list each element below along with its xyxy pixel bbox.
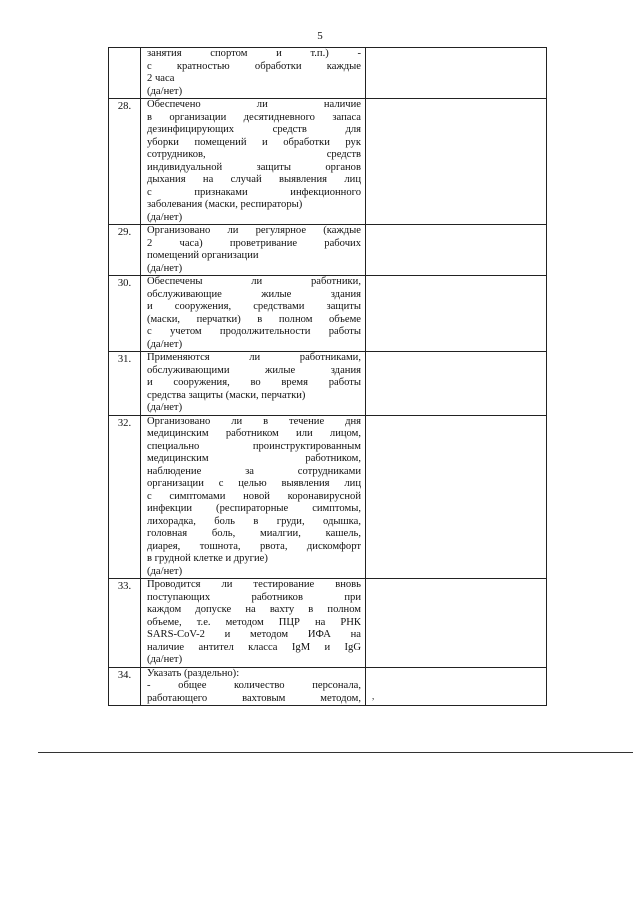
page-number: 5	[317, 30, 323, 42]
answer-cell[interactable]	[366, 579, 547, 668]
question-text-line: Обеспечены ли работники,	[147, 276, 361, 287]
table-row	[109, 352, 547, 416]
question-cell	[141, 276, 366, 352]
item-number: 33.	[109, 579, 141, 668]
question-text-line: занятия спортом и т.п.) -	[147, 48, 361, 59]
question-text-line: (маски, перчатки) в полном объеме	[147, 313, 361, 325]
question-cell	[141, 579, 366, 668]
question-cell	[141, 99, 366, 225]
question-cell	[141, 48, 366, 99]
checklist-table	[108, 47, 547, 706]
table-row	[109, 415, 547, 579]
answer-cell[interactable]	[366, 352, 547, 416]
question-text-line: Обеспечено ли наличие	[147, 99, 361, 110]
item-number: 31.	[109, 352, 141, 416]
answer-cell[interactable]	[366, 225, 547, 276]
question-text-line: дезинфицирующих средств для	[147, 124, 361, 135]
table-row	[109, 225, 547, 276]
question-text-line: (да/нет)	[147, 262, 183, 274]
question-text-line: в организации десятидневного запаса	[147, 111, 361, 123]
question-text-line: дыхания на случай выявления лиц	[147, 174, 361, 185]
question-text-line: с симптомами новой коронавирусной	[147, 490, 361, 502]
question-text-line: диарея, тошнота, рвота, дискомфорт	[147, 540, 361, 552]
question-text-line: и сооружения, средствами защиты	[147, 301, 361, 312]
question-text-line: (да/нет)	[147, 85, 183, 97]
question-text-line: - общее количество персонала,	[147, 680, 361, 691]
question-text-line: Организовано ли в течение дня	[147, 415, 361, 427]
table-row	[109, 579, 547, 668]
question-text-line: каждом допуске на вахту в полном	[147, 604, 361, 615]
question-cell	[141, 667, 366, 706]
question-text-line: в грудной клетке и другие)	[147, 553, 268, 564]
item-number: 34.	[109, 667, 141, 706]
question-text-line: средства защиты (маски, перчатки)	[147, 389, 306, 401]
question-text-line: с кратностью обработки каждые	[147, 60, 361, 72]
answer-cell[interactable]	[366, 667, 547, 706]
question-text-line: поступающих работников при	[147, 591, 361, 603]
question-text-line: с признаками инфекционного	[147, 186, 361, 198]
question-text-line: и сооружения, во время работы	[147, 377, 361, 388]
question-cell	[141, 352, 366, 416]
question-text-line: Проводится ли тестирование вновь	[147, 579, 361, 590]
question-text-line: обслуживающие жилые здания	[147, 288, 361, 300]
table-row	[109, 99, 547, 225]
question-text-line: (да/нет)	[147, 654, 183, 665]
question-text-line: медицинским работником,	[147, 453, 361, 464]
item-number: 28.	[109, 99, 141, 225]
question-text-line: (да/нет)	[147, 565, 183, 577]
question-text-line: медицинским работником или лицом,	[147, 428, 361, 439]
question-text-line: (да/нет)	[147, 338, 183, 350]
question-text-line: Указать (раздельно):	[147, 667, 240, 679]
table-row	[109, 667, 547, 706]
answer-cell[interactable]	[366, 48, 547, 99]
table-row	[109, 276, 547, 352]
question-text-line: головная боль, миалгии, кашель,	[147, 528, 361, 539]
question-text-line: индивидуальной защиты органов	[147, 161, 361, 173]
question-text-line: организации с целью выявления лиц	[147, 478, 361, 489]
question-text-line: наличие антител класса IgM и IgG	[147, 641, 361, 653]
question-text-line: (да/нет)	[147, 402, 183, 413]
item-number: 32.	[109, 415, 141, 579]
item-number	[109, 48, 141, 99]
question-text-line: уборки помещений и обработки рук	[147, 136, 361, 148]
question-text-line: Организовано ли регулярное (каждые	[147, 225, 361, 236]
answer-cell[interactable]	[366, 415, 547, 579]
answer-mark: ,	[372, 690, 375, 701]
question-text-line: лихорадка, боль в груди, одышка,	[147, 515, 361, 527]
question-text-line: работающего вахтовым методом,	[147, 692, 361, 704]
item-number: 30.	[109, 276, 141, 352]
question-text-line: помещений организации	[147, 250, 259, 261]
question-text-line: с учетом продолжительности работы	[147, 326, 361, 337]
question-text-line: инфекции (респираторные симптомы,	[147, 503, 361, 514]
page-bottom-rule	[38, 752, 633, 753]
table-row	[109, 48, 547, 99]
answer-cell[interactable]	[366, 276, 547, 352]
question-text-line: SARS-CoV-2 и методом ИФА на	[147, 629, 361, 640]
question-text-line: обслуживающими жилые здания	[147, 364, 361, 376]
question-text-line: 2 часа	[147, 73, 175, 84]
item-number: 29.	[109, 225, 141, 276]
question-text-line: заболевания (маски, респираторы)	[147, 199, 303, 210]
question-cell	[141, 225, 366, 276]
question-text-line: сотрудников, средств	[147, 149, 361, 160]
answer-cell[interactable]	[366, 99, 547, 225]
question-text-line: специально проинструктированным	[147, 440, 361, 452]
question-text-line: наблюдение за сотрудниками	[147, 465, 361, 477]
question-text-line: объеме, т.е. методом ПЦР на РНК	[147, 616, 361, 628]
question-text-line: 2 часа) проветривание рабочих	[147, 237, 361, 249]
question-text-line: (да/нет)	[147, 211, 183, 223]
question-text-line: Применяются ли работниками,	[147, 352, 361, 363]
question-cell	[141, 415, 366, 579]
